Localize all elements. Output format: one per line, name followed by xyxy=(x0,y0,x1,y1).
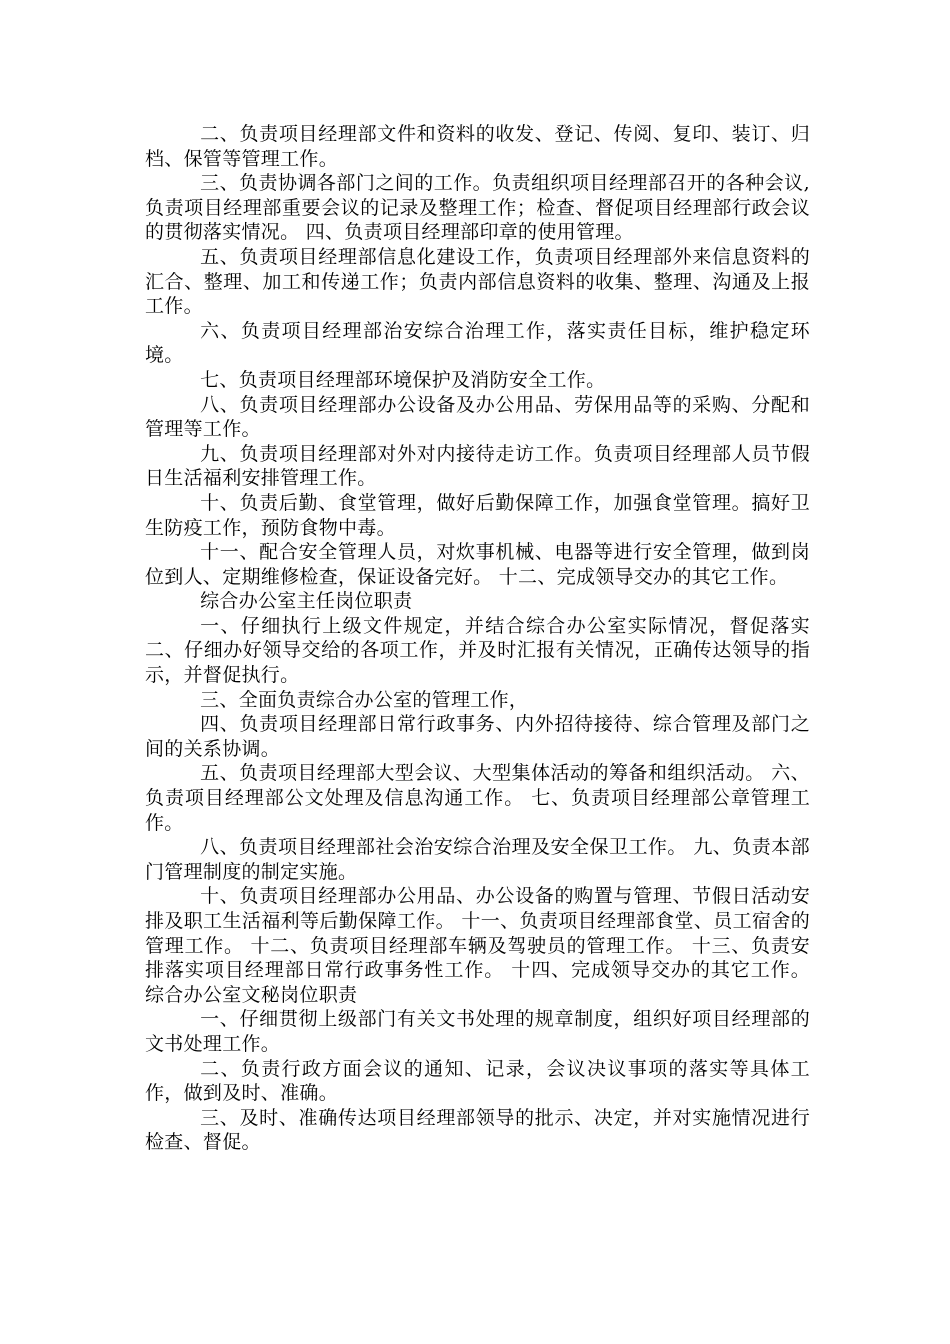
paragraph: 十一、配合安全管理人员，对炊事机械、电器等进行安全管理，做到岗位到人、定期维修检查，保证设备完好。 十二、完成领导交办的其它工作。 xyxy=(145,541,810,588)
paragraph: 一、仔细贯彻上级部门有关文书处理的规章制度，组织好项目经理部的文书处理工作。 xyxy=(145,1008,810,1055)
paragraph: 三、及时、准确传达项目经理部领导的批示、决定，并对实施情况进行检查、督促。 xyxy=(145,1106,810,1154)
paragraph: 二、负责行政方面会议的通知、记录，会议决议事项的落实等具体工作，做到及时、准确。 xyxy=(145,1057,810,1105)
paragraph: 五、负责项目经理部信息化建设工作，负责项目经理部外来信息资料的汇合、整理、加工和传递工作；负责内部信息资料的收集、整理、沟通及上报工作。 xyxy=(145,245,810,318)
paragraph: 八、负责项目经理部社会治安综合治理及安全保卫工作。 九、负责本部门管理制度的制定实施。 xyxy=(145,836,810,883)
paragraph: 三、全面负责综合办公室的管理工作， xyxy=(200,688,529,711)
paragraph: 十、负责项目经理部办公用品、办公设备的购置与管理、节假日活动安排及职工生活福利等后勤保障工作。 十一、负责项目经理部食堂、员工宿舍的管理工作。 十二、负责项目经理部车辆及驾驶员的管理工作。 十三、负责安排落实项目经理部日常行政事务性工作。 十四、完成领导交办的其它工作。 综合办公室文秘岗位职责 xyxy=(145,885,810,1006)
paragraph: 三、负责协调各部门之间的工作。负责组织项目经理部召开的各种会议,负责项目经理部重要会议的记录及整理工作；检查、督促项目经理部行政会议的贯彻落实情况。 四、负责项目经理部印章的使用管理。 xyxy=(145,172,810,244)
paragraph: 五、负责项目经理部大型会议、大型集体活动的筹备和组织活动。 六、负责项目经理部公文处理及信息沟通工作。 七、负责项目经理部公章管理工作。 xyxy=(145,762,810,834)
paragraph: 八、负责项目经理部办公设备及办公用品、劳保用品等的采购、分配和管理等工作。 xyxy=(145,393,810,441)
paragraph: 一、仔细执行上级文件规定，并结合综合办公室实际情况，督促落实二、仔细办好领导交给的各项工作，并及时汇报有关情况，正确传达领导的指示，并督促执行。 xyxy=(145,614,810,687)
paragraph: 二、负责项目经理部文件和资料的收发、登记、传阅、复印、装订、归档、保管等管理工作。 xyxy=(145,123,810,170)
paragraph: 六、负责项目经理部治安综合治理工作，落实责任目标，维护稳定环境。 xyxy=(145,319,810,367)
paragraph: 九、负责项目经理部对外对内接待走访工作。负责项目经理部人员节假日生活福利安排管理工作。 xyxy=(145,442,810,490)
section-heading: 综合办公室主任岗位职责 xyxy=(200,590,413,613)
paragraph: 四、负责项目经理部日常行政事务、内外招待接待、综合管理及部门之间的关系协调。 xyxy=(145,713,810,760)
document-body xyxy=(145,122,810,1155)
paragraph: 七、负责项目经理部环境保护及消防安全工作。 xyxy=(200,368,606,391)
paragraph: 十、负责后勤、食堂管理，做好后勤保障工作，加强食堂管理。搞好卫生防疫工作，预防食物中毒。 xyxy=(145,491,810,539)
